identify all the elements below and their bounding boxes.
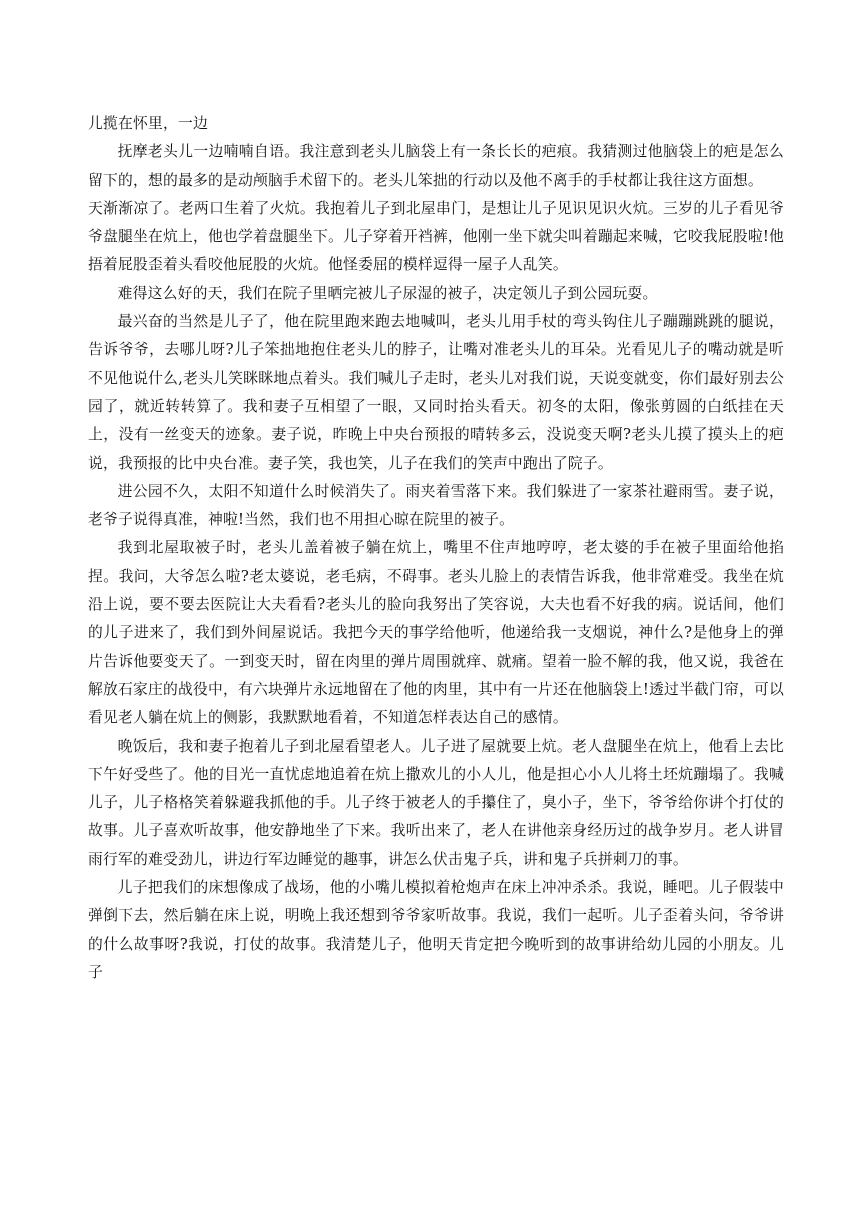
paragraph-8: 晚饭后，我和妻子抱着儿子到北屋看望老人。儿子进了屋就要上炕。老人盘腿坐在炕上，他看上去比下午好受些了。他的目光一直忧虑地追着在炕上撒欢儿的小人儿，他是担心小人儿将土坯炕蹦塌了。我喊儿子，儿子格格笑着躲避我抓他的手。儿子终于被老人的手攥住了，臭小子，坐下，爷爷给你讲个打仗的故事。儿子喜欢听故事，他安静地坐了下来。我听出来了，老人在讲他亲身经历过的战争岁月。老人讲冒雨行军的难受劲儿，讲边行军边睡觉的趣事，讲怎么伏击鬼子兵，讲和鬼子兵拼刺刀的事。 xyxy=(88,737,784,868)
article-body xyxy=(88,110,784,987)
paragraph-1: 儿揽在怀里，一边 xyxy=(88,115,208,132)
paragraph-6: 进公园不久，太阳不知道什么时候消失了。雨夹着雪落下来。我们躲进了一家茶社避雨雪。妻子说，老爷子说得真准，神啦!当然，我们也不用担心晾在院里的被子。 xyxy=(88,482,784,529)
paragraph-7: 我到北屋取被子时，老头儿盖着被子躺在炕上，嘴里不住声地哼哼，老太婆的手在被子里面给他掐捏。我问，大爷怎么啦?老太婆说，老毛病，不碍事。老头儿脸上的表情告诉我，他非常难受。我坐在炕沿上说，要不要去医院让大夫看看?老头儿的脸向我努出了笑容说，大夫也看不好我的病。说话间，他们的儿子进来了，我们到外间屋说话。我把今天的事学给他听，他递给我一支烟说，神什么?是他身上的弹片告诉他要变天了。一到变天时，留在肉里的弹片周围就痒、就痛。望着一脸不解的我，他又说，我爸在解放石家庄的战役中，有六块弹片永远地留在了他的肉里，其中有一片还在他脑袋上!透过半截门帘，可以看见老人躺在炕上的侧影，我默默地看着，不知道怎样表达自己的感情。 xyxy=(88,539,785,727)
paragraph-3: 天渐渐凉了。老两口生着了火炕。我抱着儿子到北屋串门，是想让儿子见识见识火炕。三岁的儿子看见爷爷盘腿坐在炕上，他也学着盘腿坐下。儿子穿着开裆裤，他刚一坐下就尖叫着蹦起来喊，它咬我屁股啦!他捂着屁股歪着头看咬他屁股的火炕。他怪委屈的模样逗得一屋子人乱笑。 xyxy=(88,199,785,274)
paragraph-5: 最兴奋的当然是儿子了，他在院里跑来跑去地喊叫，老头儿用手杖的弯头钩住儿子蹦蹦跳跳的腿说，告诉爷爷，去哪儿呀?儿子笨拙地抱住老头儿的脖子，让嘴对准老头儿的耳朵。光看见儿子的嘴动就是听不见他说什么,老头儿笑眯眯地点着头。我们喊儿子走时，老头儿对我们说，天说变就变，你们最好别去公园了，就近转转算了。我和妻子互相望了一眼，又同时抬头看天。初冬的太阳，像张剪圆的白纸挂在天上，没有一丝变天的迹象。妻子说，昨晚上中央台预报的晴转多云，没说变天啊?老头儿摸了摸头上的疤说，我预报的比中央台准。妻子笑，我也笑，儿子在我们的笑声中跑出了院子。 xyxy=(88,313,784,472)
paragraph-4: 难得这么好的天，我们在院子里晒完被儿子尿湿的被子，决定领儿子到公园玩耍。 xyxy=(117,284,658,302)
paragraph-9: 儿子把我们的床想像成了战场，他的小嘴儿模拟着枪炮声在床上冲冲杀杀。我说，睡吧。儿子假装中弹倒下去，然后躺在床上说，明晚上我还想到爷爷家听故事。我说，我们一起听。儿子歪着头问，爷爷讲的什么故事呀?我说，打仗的故事。我清楚儿子，他明天肯定把今晚听到的故事讲给幼儿园的小朋友。儿子 xyxy=(88,879,784,981)
paragraph-2: 抚摩老头儿一边喃喃自语。我注意到老头儿脑袋上有一条长长的疤痕。我猜测过他脑袋上的疤是怎么留下的，想的最多的是动颅脑手术留下的。老头儿笨拙的行动以及他不离手的手杖都让我往这方面想。 xyxy=(88,143,784,189)
